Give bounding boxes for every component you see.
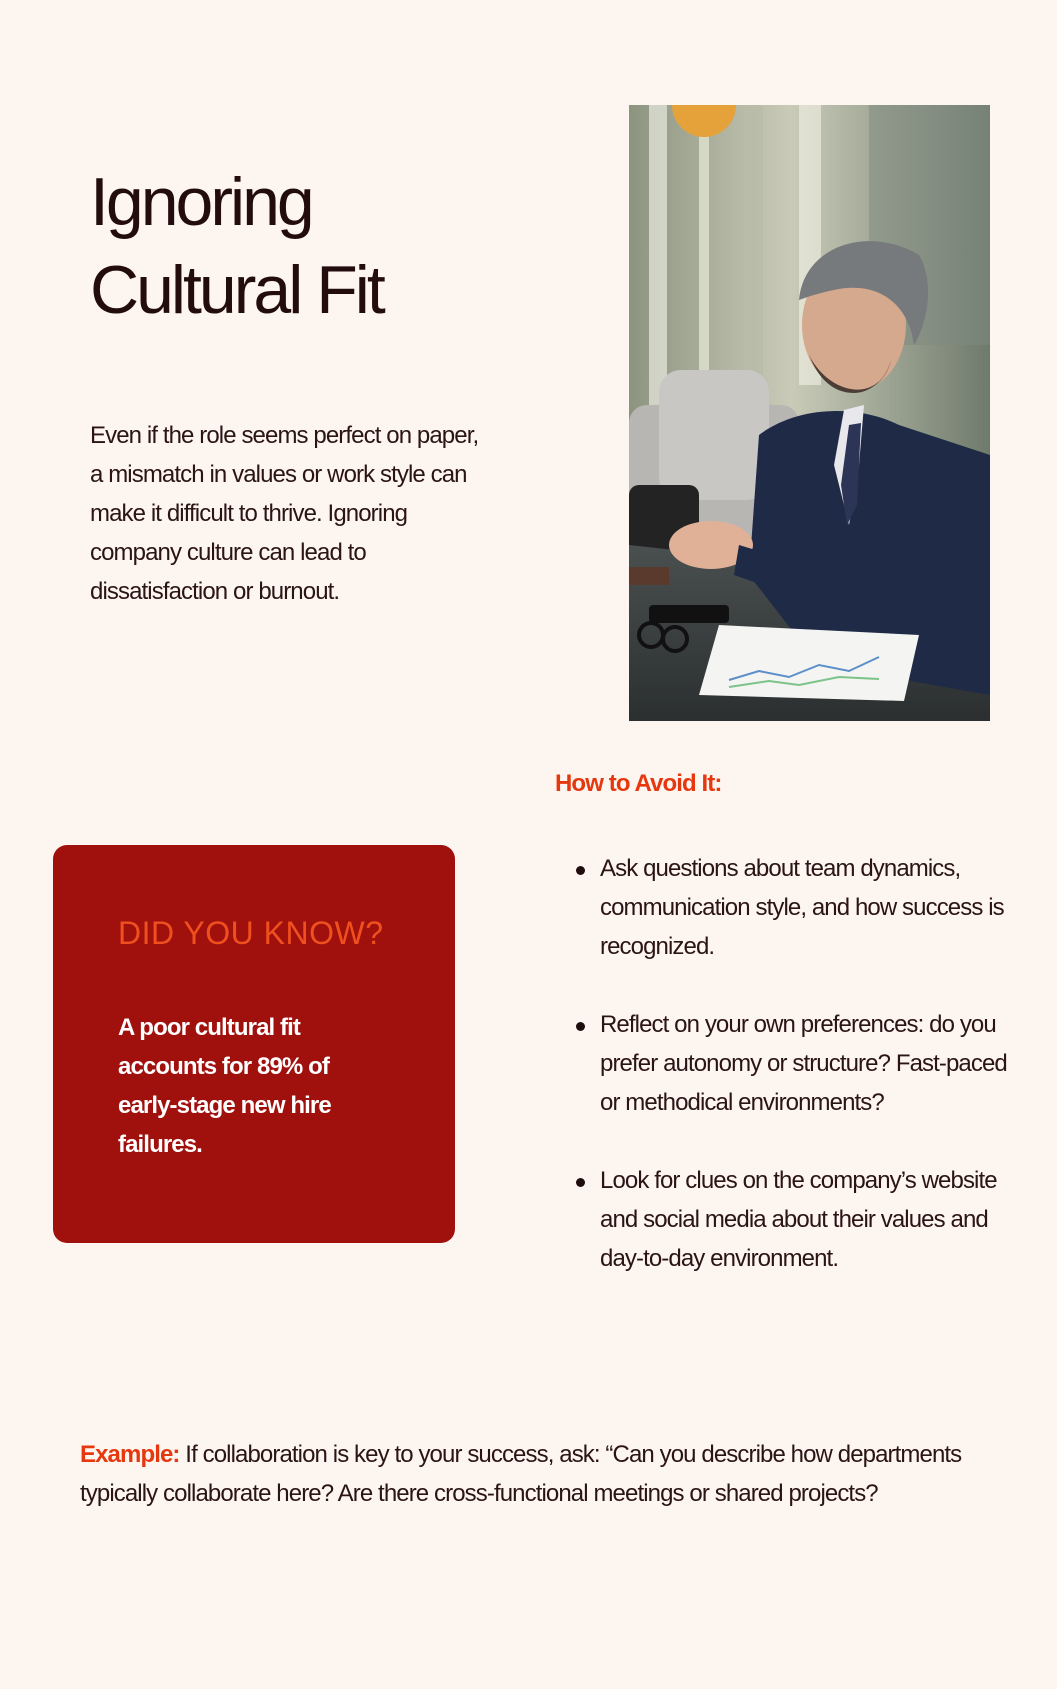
list-item: Look for clues on the company’s website and social media about their values and day-to-day environment. [600, 1161, 1030, 1278]
businessman-photo [629, 105, 990, 721]
title-line-2: Cultural Fit [90, 252, 383, 328]
title-line-1: Ignoring [90, 164, 312, 240]
example-label: Example: [80, 1441, 180, 1468]
did-you-know-title: DID YOU KNOW? [118, 915, 384, 951]
example-paragraph [80, 1435, 1040, 1513]
did-you-know-card [53, 845, 455, 1243]
how-to-avoid-heading: How to Avoid It: [555, 770, 722, 797]
page-title [90, 158, 383, 334]
list-item: Ask questions about team dynamics, communication style, and how success is recognized. [600, 849, 1030, 966]
tips-list [600, 849, 1030, 1317]
list-item: Reflect on your own preferences: do you prefer autonomy or structure? Fast-paced or methodical environments? [600, 1005, 1030, 1122]
intro-paragraph: Even if the role seems perfect on paper, a mismatch in values or work style can make it difficult to thrive. Ignoring company culture can lead to dissatisfaction or burnout. [90, 422, 479, 605]
example-text: If collaboration is key to your success, ask: “Can you describe how departments typically collaborate here? Are there cross-functional meetings or shared projects? [80, 1441, 962, 1507]
did-you-know-body: A poor cultural fit accounts for 89% of early-stage new hire failures. [118, 1014, 331, 1158]
